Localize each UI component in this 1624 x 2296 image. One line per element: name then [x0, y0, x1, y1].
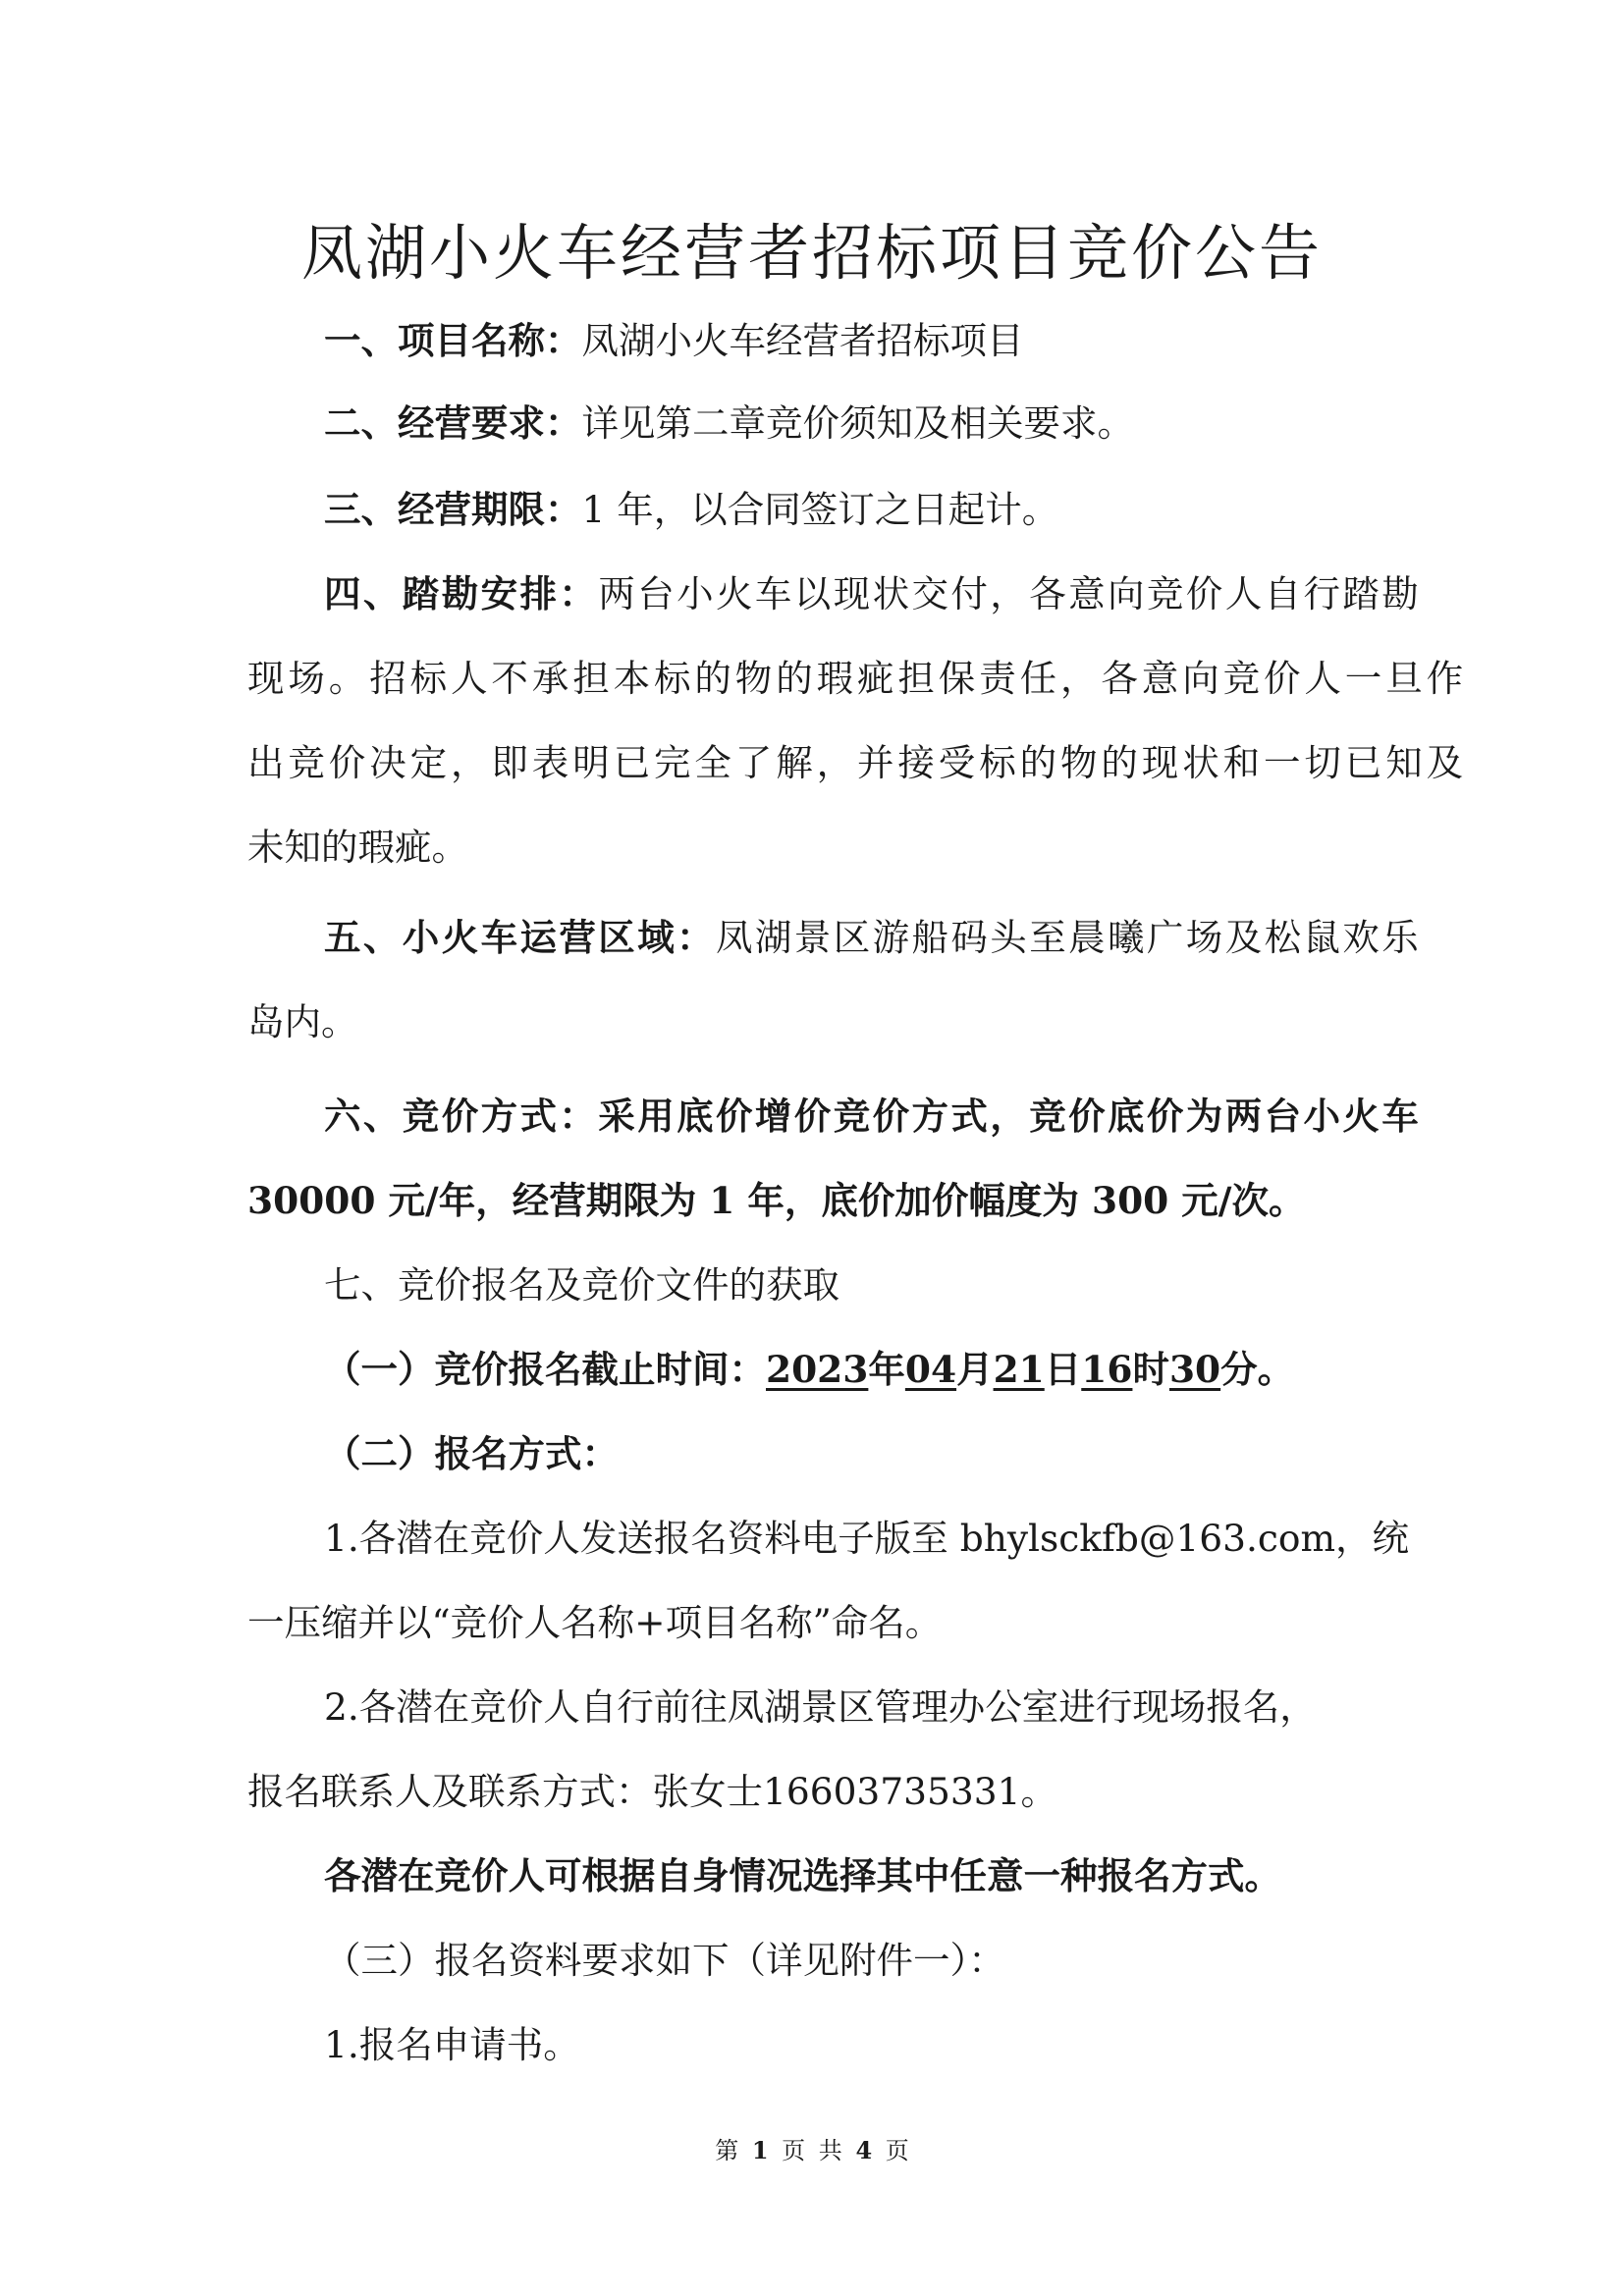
registration-method-onsite: 2.各潜在竞价人自行前往凤湖景区管理办公室进行现场报名，: [324, 1685, 1317, 1729]
footer-page-number: 1: [751, 2136, 769, 2164]
section-bidding-method: 六、竞价方式：采用底价增价竞价方式，竞价底价为两台小火车: [324, 1095, 1422, 1138]
section-text: 凤湖小火车经营者招标项目: [581, 319, 1024, 362]
section-text: 凤湖景区游船码头至晨曦广场及松鼠欢乐: [716, 916, 1422, 959]
section-label: 一、项目名称：: [324, 319, 582, 362]
section-text: 1 年，以合同签订之日起计。: [581, 488, 1059, 531]
section-registration-heading: 七、竞价报名及竞价文件的获取: [324, 1263, 839, 1307]
section-site-visit: [324, 569, 1421, 618]
registration-material-item: 1.报名申请书。: [324, 2023, 580, 2066]
section-text: 详见第二章竞价须知及相关要求。: [581, 401, 1134, 445]
deadline-year: 2023: [766, 1348, 869, 1391]
deadline-hour-unit: 时: [1132, 1348, 1169, 1391]
deadline-month-unit: 月: [956, 1348, 994, 1391]
footer-suffix: 页: [885, 2137, 909, 2164]
paragraph-line: 报名联系人及联系方式：张女士16603735331。: [247, 1770, 1057, 1813]
document-title: 凤湖小火车经营者招标项目竞价公告: [300, 217, 1323, 289]
section-operating-period: [324, 485, 1058, 534]
footer-total-pages: 4: [855, 2136, 873, 2164]
paragraph-line: 岛内。: [247, 1000, 358, 1043]
section-label: 五、小火车运营区域：: [324, 916, 716, 959]
paragraph-line: 现场。招标人不承担本标的物的瑕疵担保责任，各意向竞价人一旦作: [247, 657, 1467, 700]
paragraph-line: 一压缩并以“竞价人名称+项目名称”命名。: [247, 1601, 943, 1644]
page-footer: [0, 2136, 1624, 2165]
section-operating-area: [324, 913, 1421, 962]
registration-materials-heading: （三）报名资料要求如下（详见附件一）：: [324, 1939, 1005, 1982]
registration-method-heading: （二）报名方式：: [324, 1432, 619, 1475]
footer-middle: 页 共: [782, 2137, 842, 2164]
paragraph-line: 出竞价决定，即表明已完全了解，并接受标的物的现状和一切已知及: [247, 741, 1467, 784]
section-label: 三、经营期限：: [324, 488, 582, 531]
section-text: 两台小火车以现状交付，各意向竞价人自行踏勘: [598, 572, 1422, 615]
registration-method-email: 1.各潜在竞价人发送报名资料电子版至 bhylsckfb@163.com，统: [324, 1517, 1410, 1560]
deadline-minute: 30: [1168, 1348, 1221, 1391]
deadline-day: 21: [993, 1348, 1045, 1391]
deadline-minute-unit: 分。: [1220, 1348, 1295, 1391]
section-operating-requirements: [324, 399, 1134, 448]
paragraph-line: 未知的瑕疵。: [247, 826, 468, 869]
deadline-month: 04: [904, 1348, 957, 1391]
section-project-name: [324, 316, 1024, 365]
deadline-hour: 16: [1081, 1348, 1133, 1391]
deadline-label: （一）竞价报名截止时间：: [324, 1348, 766, 1391]
paragraph-line: 30000 元/年，经营期限为 1 年，底价加价幅度为 300 元/次。: [247, 1179, 1306, 1222]
section-label: 四、踏勘安排：: [324, 572, 599, 615]
footer-prefix: 第: [715, 2137, 739, 2164]
section-label: 二、经营要求：: [324, 401, 582, 445]
deadline-year-unit: 年: [868, 1348, 905, 1391]
registration-choice-note: 各潜在竞价人可根据自身情况选择其中任意一种报名方式。: [324, 1854, 1281, 1897]
deadline-day-unit: 日: [1044, 1348, 1082, 1391]
registration-deadline: [324, 1345, 1294, 1394]
